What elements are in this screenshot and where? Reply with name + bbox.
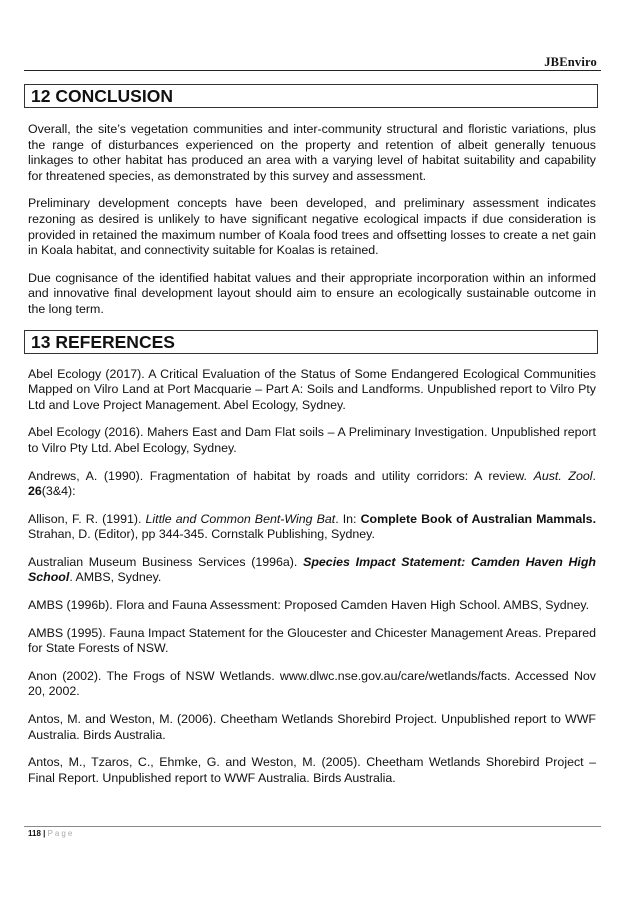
reference-item: Abel Ecology (2017). A Critical Evaluation of the Status of Some Endangered Ecological Communities Mapped on Vilro Land at Port Macquarie – Part A: Soils and Landforms. Unpublished report to Vilro Pty Ltd and Love Project Management. Abel Ecology, Sydney. [28,366,596,412]
page-content [28,84,596,786]
reference-list [28,367,596,787]
conclusion-paragraph: Due cognisance of the identified habitat values and their appropriate incorporation within an informed and innovative final development layout should aim to ensure an ecologically sustainable outcome in the long term. [28,270,596,316]
reference-item: Australian Museum Business Services (1996a). Species Impact Statement: Camden Haven High School. AMBS, Sydney. [28,554,597,585]
reference-item: Andrews, A. (1990). Fragmentation of habitat by roads and utility corridors: A review. Aust. Zool. 26(3&4): [28,468,596,499]
section-heading-conclusion: 12 CONCLUSION [24,84,598,108]
journal-name: Aust. Zool [533,468,593,483]
reference-item: Antos, M., Tzaros, C., Ehmke, G. and Weston, M. (2005). Cheetham Wetlands Shorebird Project – Final Report. Unpublished report to WWF Australia. Birds Australia. [28,755,596,785]
reference-item: Allison, F. R. (1991). Little and Common Bent-Wing Bat. In: Complete Book of Australian Mammals. Strahan, D. (Editor), pp 344-345. Cornstalk Publishing, Sydney. [28,511,597,542]
page-number: 118 [28,829,41,838]
page-footer: 118 | Page [28,829,75,838]
header-divider [24,70,601,71]
footer-divider [24,826,601,827]
header-brand: JBEnviro [544,55,597,69]
section-heading-references: 13 REFERENCES [24,330,598,354]
reference-item: Abel Ecology (2016). Mahers East and Dam Flat soils – A Preliminary Investigation. Unpublished report to Vilro Pty Ltd. Abel Ecology, Sydney. [28,425,596,455]
work-title: Species Impact Statement: Camden Haven High School [28,554,597,585]
reference-item: AMBS (1995). Fauna Impact Statement for the Gloucester and Chicester Management Areas. Prepared for State Forests of NSW. [28,625,596,656]
volume-number: 26 [28,484,42,499]
conclusion-paragraph: Preliminary development concepts have been developed, and preliminary assessment indicates rezoning as desired is unlikely to have significant negative ecological impacts if due consideration is provided in retained the maximum number of Koala food trees and offsetting losses to create a net gain in Koala habitat, and connectivity suitable for Koalas is retained. [28,196,596,258]
page-label: Page [47,829,75,838]
work-title: Little and Common Bent-Wing Bat [145,511,336,526]
conclusion-paragraph: Overall, the site’s vegetation communities and inter-community structural and floristic variations, plus the range of disturbances experienced on the property and retention of albeit generally tenuous linkages to other habitat has produced an area with a varying level of habitat suitability and capability for threatened species, as demonstrated by this survey and assessment. [28,122,596,183]
reference-item: Anon (2002). The Frogs of NSW Wetlands. www.dlwc.nse.gov.au/care/wetlands/facts. Accessed Nov 20, 2002. [28,668,596,699]
book-title: Complete Book of Australian Mammals. [360,511,597,526]
reference-item: AMBS (1996b). Flora and Fauna Assessment: Proposed Camden Haven High School. AMBS, Sydney. [28,598,590,613]
reference-item: Antos, M. and Weston, M. (2006). Cheetham Wetlands Shorebird Project. Unpublished report to WWF Australia. Birds Australia. [28,712,596,742]
